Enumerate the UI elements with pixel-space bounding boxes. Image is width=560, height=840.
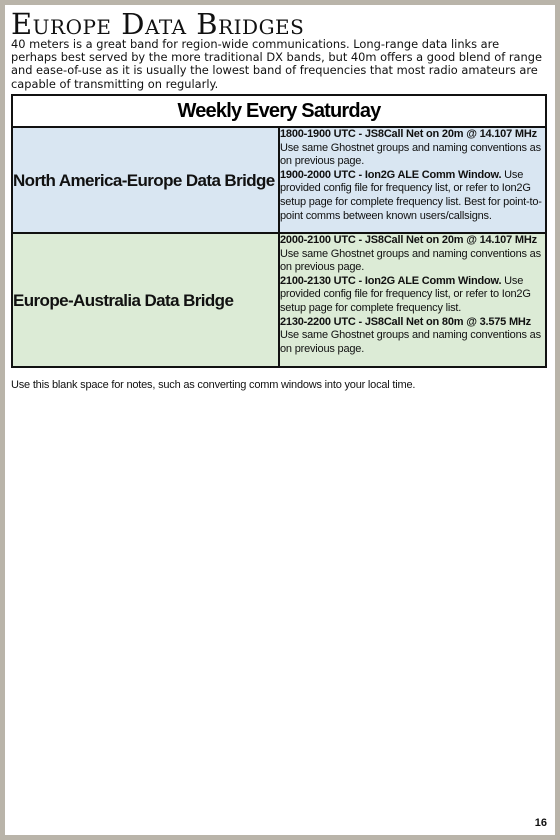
schedule-entry <box>280 169 545 223</box>
schedule-entry <box>280 275 545 316</box>
bridge-name-na-europe: North America-Europe Data Bridge <box>12 127 279 233</box>
entry-text: Use same Ghostnet groups and naming conventions as on previous page. <box>280 329 541 355</box>
notes-instruction: Use this blank space for notes, such as converting comm windows into your local time. <box>11 379 416 391</box>
schedule-entry <box>280 316 545 357</box>
schedule-header: Weekly Every Saturday <box>12 95 546 127</box>
document-page <box>5 5 555 835</box>
entry-time: 1900-2000 UTC - Ion2G ALE Comm Window. <box>280 168 502 181</box>
entry-time: 2100-2130 UTC - Ion2G ALE Comm Window. <box>280 274 502 287</box>
bridge-name-europe-australia: Europe-Australia Data Bridge <box>12 233 279 367</box>
entry-time: 2000-2100 UTC - JS8Call Net on 20m @ 14.107 MHz <box>280 234 537 246</box>
bridge-details-na-europe <box>279 127 546 233</box>
schedule-entry <box>280 128 545 169</box>
entry-time: 1800-1900 UTC - JS8Call Net on 20m @ 14.107 MHz <box>280 128 537 140</box>
entry-text: Use provided config file for frequency list, or refer to Ion2G setup page for complete frequency list. Best for point-to-point comms between known users/callsigns. <box>280 168 542 222</box>
schedule-table <box>11 94 547 368</box>
table-row <box>12 233 546 367</box>
intro-paragraph: 40 meters is a great band for region-wide communications. Long-range data links are perhaps best served by the more traditional DX bands, but 40m offers a good blend of range and ease-of-use as it is usually the lowest band of frequencies that most radio amateurs are capable of transmitting on regularly. <box>11 37 542 91</box>
entry-time: 2130-2200 UTC - JS8Call Net on 80m @ 3.575 MHz <box>280 315 531 328</box>
page-number: 16 <box>534 817 547 829</box>
schedule-entry <box>280 234 545 275</box>
bridge-details-europe-australia <box>279 233 546 367</box>
page-title: Europe Data Bridges <box>11 7 305 41</box>
table-row <box>12 127 546 233</box>
entry-text: Use same Ghostnet groups and naming conventions as on previous page. <box>280 141 541 168</box>
entry-text: Use provided config file for frequency list, or refer to Ion2G setup page for complete frequency list. <box>280 274 531 314</box>
entry-text: Use same Ghostnet groups and naming conventions as on previous page. <box>280 247 541 274</box>
